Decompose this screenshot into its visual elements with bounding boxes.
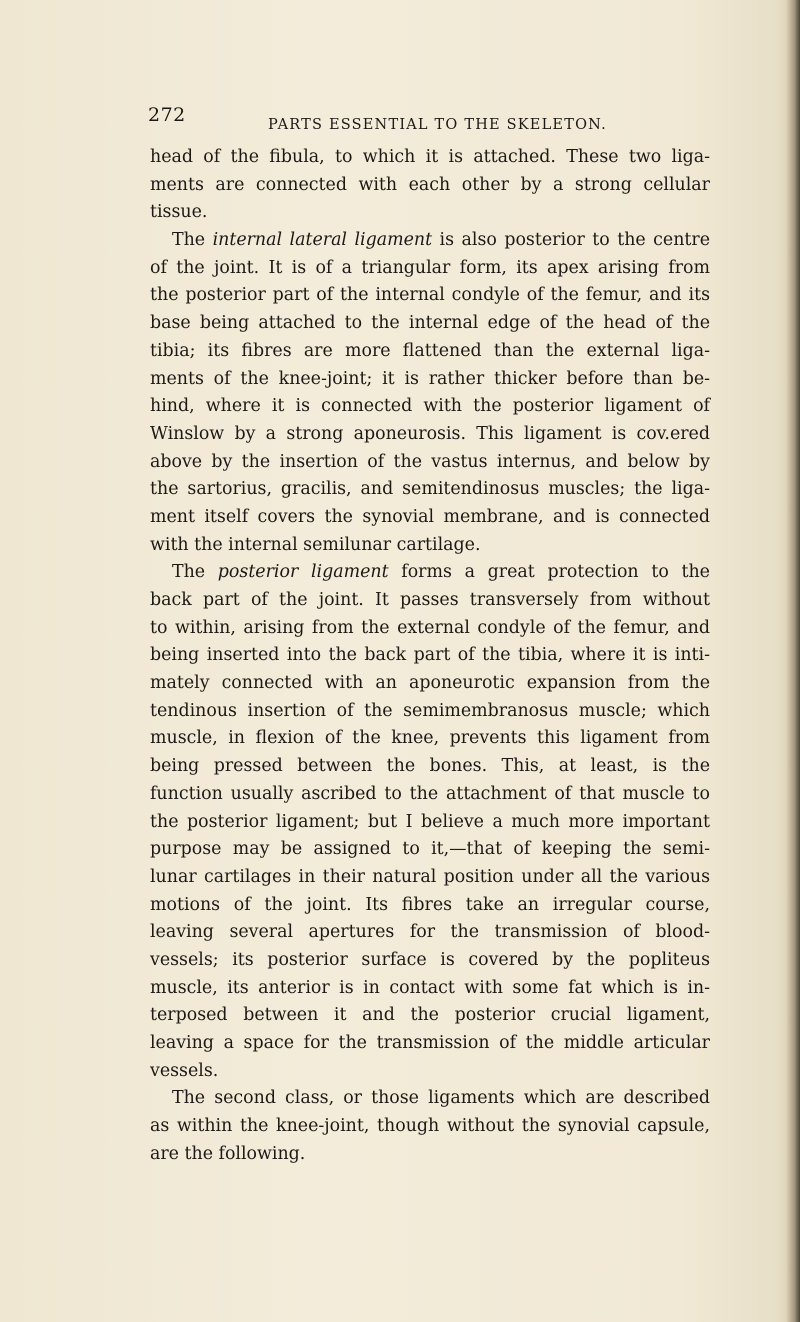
term-internal-lateral-ligament: internal lateral ligament: [212, 230, 433, 251]
text-line: function usually ascribed to the attachment of that muscle to: [150, 783, 710, 804]
text-line: to within, arising from the external condyle of the femur, and: [150, 617, 710, 638]
text-line: the posterior ligament; but I believe a much more important: [150, 811, 710, 832]
text-line: tibia; its fibres are more flattened than the external liga-: [150, 340, 710, 361]
text-line: muscle, in flexion of the knee, prevents this ligament from: [150, 728, 710, 749]
text-line: of the joint. It is of a triangular form, its apex arising from: [150, 257, 710, 278]
page-binding-edge: [786, 0, 800, 1322]
text-fragment: The: [172, 562, 218, 583]
page-header: [148, 104, 708, 134]
text-line: [150, 227, 710, 255]
text-line: above by the insertion of the vastus internus, and below by: [150, 451, 710, 472]
term-posterior-ligament: posterior ligament: [217, 562, 389, 583]
text-line: being pressed between the bones. This, at least, is the: [150, 756, 710, 777]
text-line: purpose may be assigned to it,—that of keeping the semi-: [150, 839, 710, 860]
text-line: vessels.: [150, 1060, 219, 1081]
text-line: leaving a space for the transmission of the middle articular: [150, 1033, 710, 1053]
body-text: [150, 144, 710, 1168]
text-line: mately connected with an aponeurotic expansion from the: [150, 673, 710, 694]
text-line: being inserted into the back part of the tibia, where it is inti-: [150, 645, 710, 666]
text-fragment: forms a great protection to the: [388, 562, 710, 583]
text-line: with the internal semilunar cartilage.: [150, 534, 481, 555]
text-line: Winslow by a strong aponeurosis. This ligament is cov.ered: [150, 423, 710, 444]
text-line: lunar cartilages in their natural position under all the various: [150, 866, 710, 887]
text-line: terposed between it and the posterior crucial ligament,: [150, 1005, 710, 1026]
text-line: tissue.: [150, 202, 208, 223]
text-line: muscle, its anterior is in contact with some fat which is in-: [150, 977, 710, 998]
text-line: base being attached to the internal edge of the head of the: [150, 313, 710, 334]
text-line: the sartorius, gracilis, and semitendinosus muscles; the liga-: [150, 479, 710, 500]
text-line: are the following.: [150, 1143, 306, 1164]
text-line: back part of the joint. It passes transversely from without: [150, 590, 710, 610]
text-fragment: The: [172, 230, 213, 251]
running-head: PARTS ESSENTIAL TO THE SKELETON.: [268, 117, 607, 133]
text-line: tendinous insertion of the semimembranosus muscle; which: [150, 700, 710, 721]
text-line: as within the knee-joint, though without the synovial capsule,: [150, 1116, 710, 1137]
text-line: the posterior part of the internal condyle of the femur, and its: [150, 285, 710, 306]
text-line: The second class, or those ligaments which are described: [172, 1088, 710, 1109]
text-line: ment itself covers the synovial membrane, and is connected: [150, 506, 710, 527]
text-line: vessels; its posterior surface is covered by the popliteus: [150, 949, 710, 970]
text-line: leaving several apertures for the transmission of blood-: [150, 922, 710, 943]
text-line: ments are connected with each other by a strong cellular: [150, 174, 710, 195]
text-line: hind, where it is connected with the posterior ligament of: [150, 396, 710, 417]
text-line: motions of the joint. Its fibres take an irregular course,: [150, 894, 710, 915]
text-line: head of the fibula, to which it is attached. These two liga-: [150, 147, 710, 167]
text-line: ments of the knee-joint; it is rather thicker before than be-: [150, 368, 710, 389]
text-fragment: is also posterior to the centre: [432, 230, 710, 251]
page-number: 272: [148, 104, 186, 126]
text-line: [150, 559, 710, 587]
